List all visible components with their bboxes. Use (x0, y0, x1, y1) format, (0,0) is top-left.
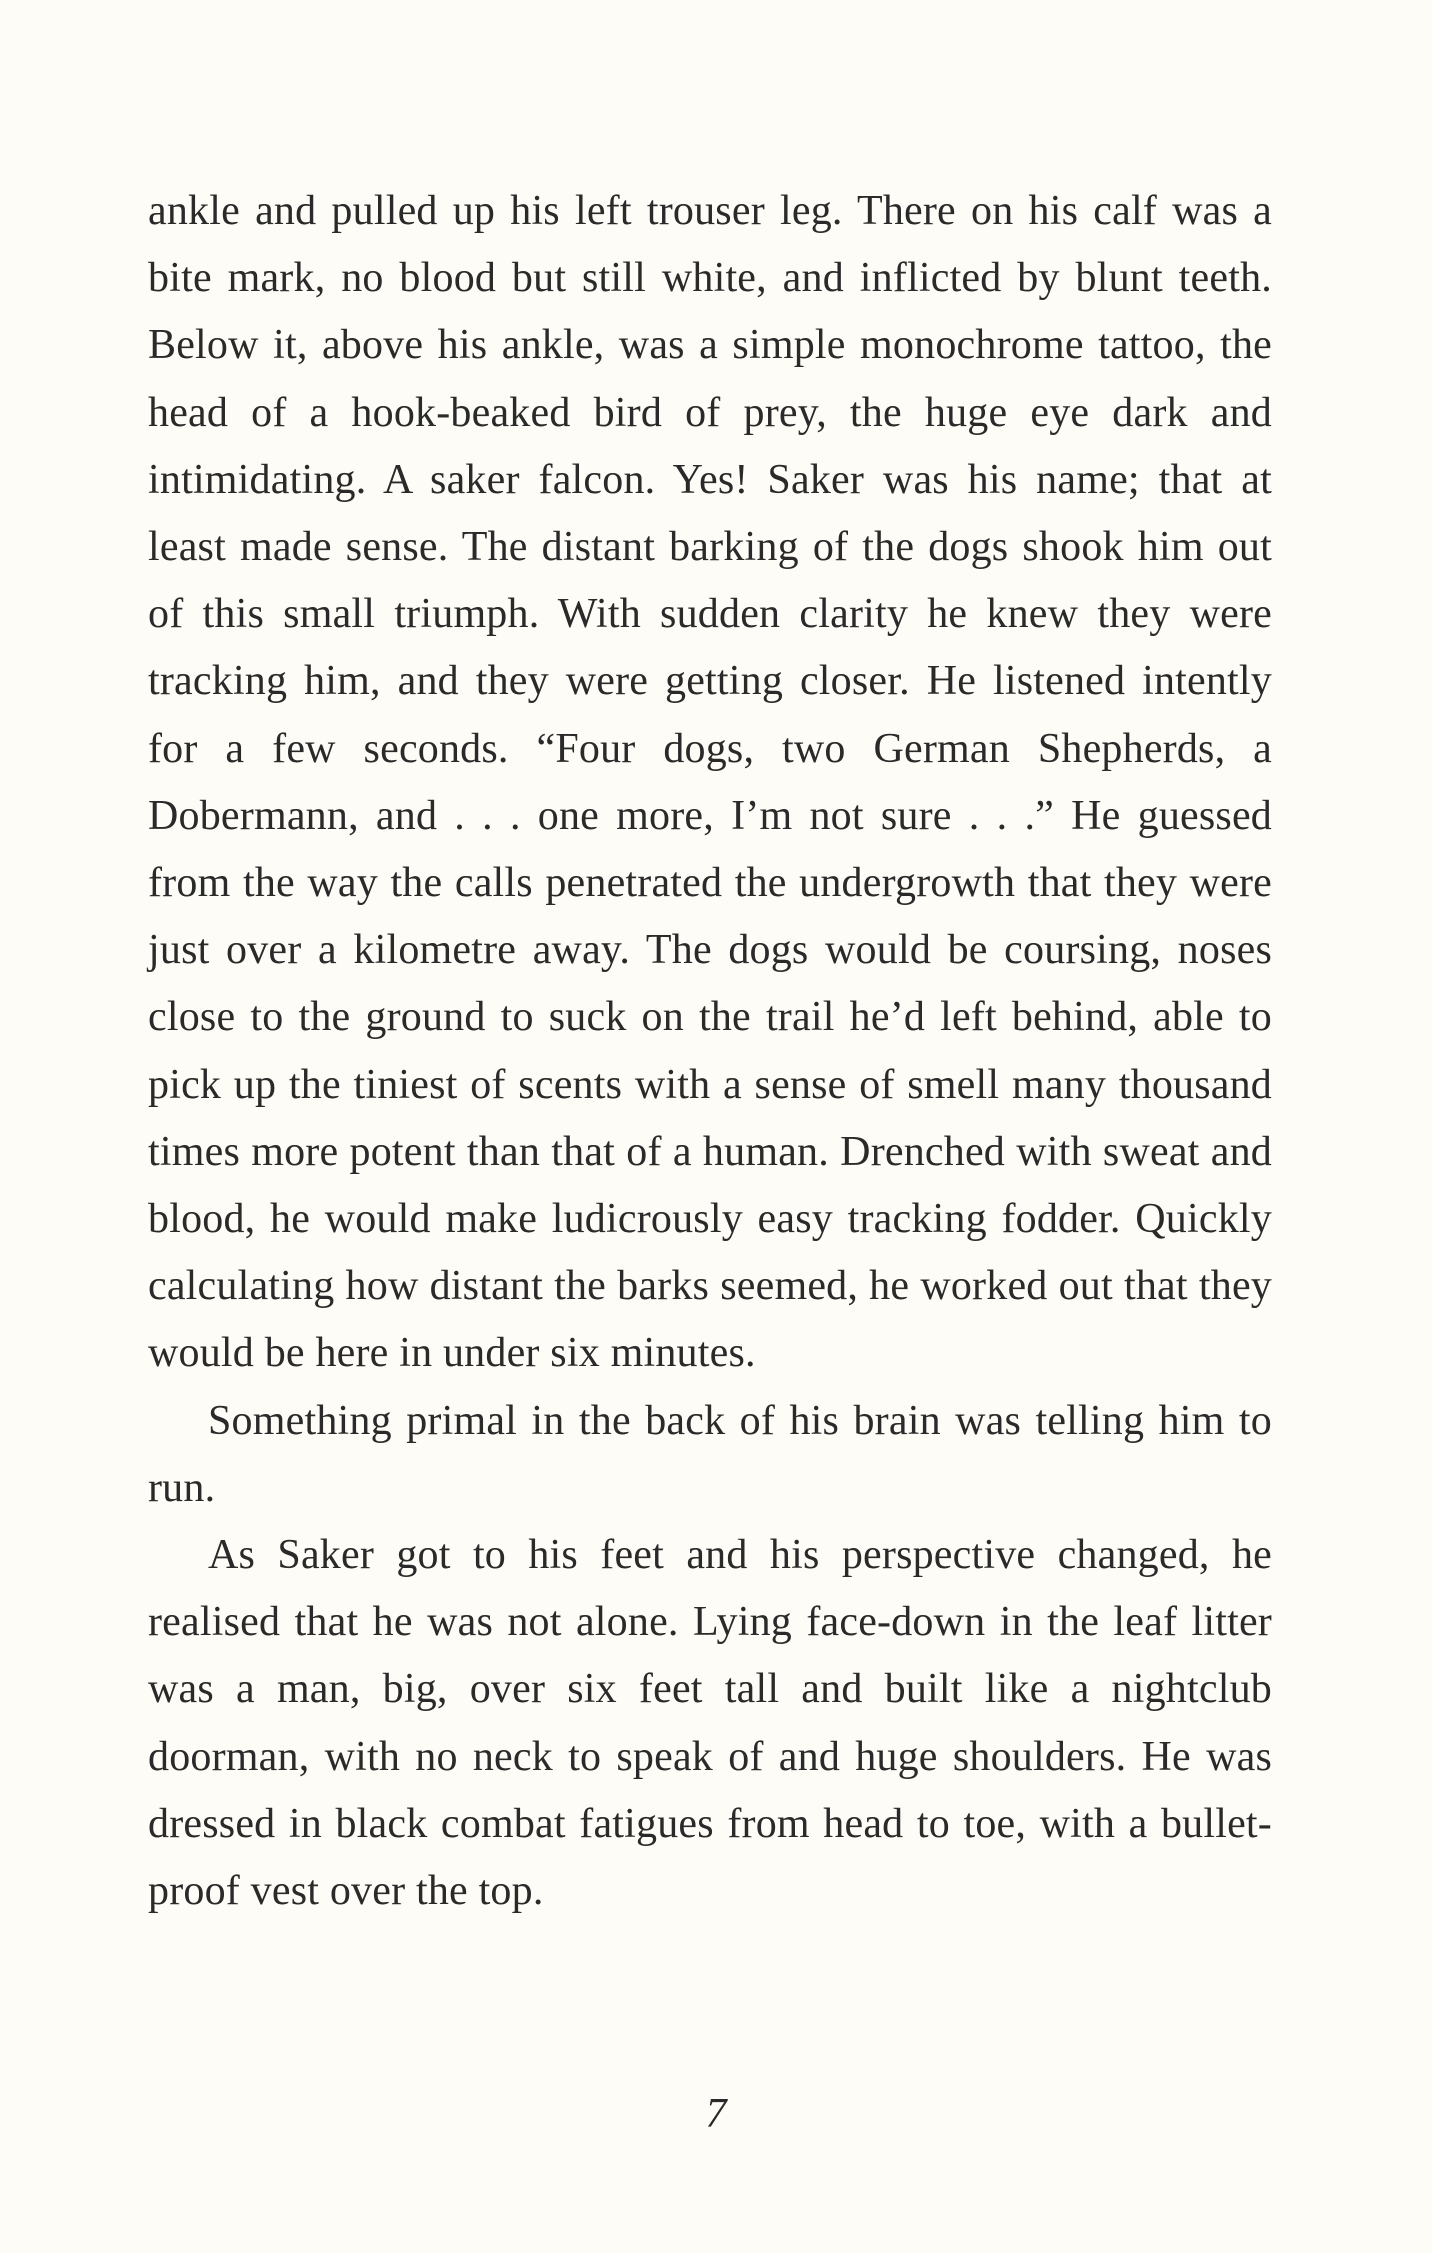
paragraph-continued: ankle and pulled up his left trouser leg. There on his calf was a bite mark, no blood but still white, and inflicted by blunt teeth. Below it, above his ankle, was a simple monochrome tattoo, the head of a hook-beaked bird of prey, the huge eye dark and intimidating. A saker falcon. Yes! Saker was his name; that at least made sense. The distant barking of the dogs shook him out of this small triumph. With sudden clarity he knew they were tracking him, and they were getting closer. He listened intently for a few seconds. “Four dogs, two German Shepherds, a Dobermann, and . . . one more, I’m not sure . . .” He guessed from the way the calls penetrated the undergrowth that they were just over a kilometre away. The dogs would be coursing, noses close to the ground to suck on the trail he’d left behind, able to pick up the tiniest of scents with a sense of smell many thousand times more potent than that of a human. Drenched with sweat and blood, he would make ludicrously easy tracking fodder. Quickly calculating how distant the barks seemed, he worked out that they would be here in under six minutes. (148, 188, 1272, 1377)
body-text (148, 178, 1272, 1925)
page-number: 7 (705, 2091, 727, 2137)
paragraph: Something primal in the back of his brain was telling him to run. (148, 1397, 1272, 1511)
paragraph: As Saker got to his feet and his perspective changed, he realised that he was not alone. Lying face-down in the leaf litter was a man, big, over six feet tall and built like a nightclub doorman, with no neck to speak of and huge shoulders. He was dressed in black combat fatigues from head to toe, with a bullet-proof vest over the top. (148, 1532, 1272, 1915)
